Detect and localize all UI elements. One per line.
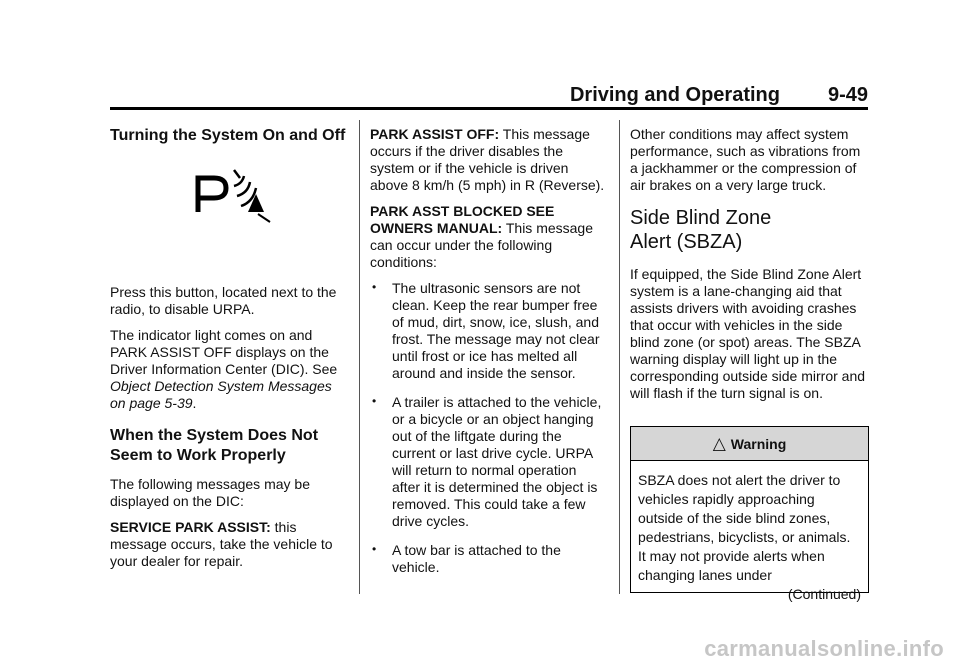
paragraph-park-assist-off — [370, 126, 608, 194]
list-item-text: A tow bar is attached to the vehicle. — [392, 542, 561, 575]
paragraph-press-button: Press this button, located next to the radio, to disable URPA. — [110, 284, 337, 317]
cross-reference-link[interactable]: Object Detection System Messages on page 5-39 — [110, 378, 332, 411]
heading-not-working: When the System Does Not Seem to Work Properly — [110, 427, 319, 464]
paragraph-sbza-description: If equipped, the Side Blind Zone Alert system is a lane-changing aid that assists drivers with avoiding crashes that occur with vehicles in the side blind zone (or spot) areas. The SBZA warning display will light up in the corresponding outside side mirror and will flash if the turn signal is on. — [630, 266, 866, 401]
page-number: 9-49 — [827, 84, 868, 106]
paragraph-following-messages: The following messages may be displayed on the DIC: — [110, 476, 310, 509]
column-1 — [110, 126, 348, 570]
see-text: See — [312, 361, 338, 377]
warning-icon: △ — [712, 434, 726, 453]
list-item-text: A trailer is attached to the vehicle, or a bicycle or an object hanging out of the liftgate during the current or last drive cycle. URPA will return to normal operation after it is determined the object is removed. This could take a few drive cycles. — [392, 394, 602, 529]
bullet-icon: • — [372, 394, 377, 408]
warning-body — [631, 461, 868, 604]
list-item — [370, 280, 608, 382]
warning-box — [630, 426, 869, 602]
list-item — [370, 542, 608, 576]
continued-label: (Continued) — [787, 586, 861, 602]
bullet-icon: • — [372, 542, 377, 556]
message-label: SERVICE PARK ASSIST: — [110, 519, 271, 535]
indicator-text: The indicator light comes on and PARK ASSIST OFF displays on the Driver Information Center (DIC). — [110, 327, 329, 377]
message-text: this message occurs, take the vehicle to your dealer for repair. — [110, 519, 333, 569]
section-title: Driving and Operating — [569, 84, 780, 106]
page-header — [110, 84, 868, 106]
list-item — [370, 394, 608, 530]
paragraph-park-asst-blocked — [370, 203, 608, 271]
watermark: carmanualsonline.info — [704, 636, 944, 661]
column-3 — [630, 126, 870, 402]
warning-header — [631, 427, 868, 461]
message-label: PARK ASSIST OFF: — [370, 126, 500, 142]
paragraph-service-park-assist — [110, 519, 348, 570]
list-item-text: The ultrasonic sensors are not clean. Keep the rear bumper free of mud, dirt, snow, ice, slush, and frost. The message may not clear until frost or ice has melted all around and inside the sensor. — [392, 280, 600, 381]
column-divider — [359, 120, 360, 594]
message-text: This message occurs if the driver disables the system or if the vehicle is driven above 8 km/h (5 mph) in R (Reverse). — [370, 126, 605, 193]
warning-text: SBZA does not alert the driver to vehicles rapidly approaching outside of the side blind zones, pedestrians, bicyclists, or animals. It may not provide alerts when changing lanes under — [638, 472, 851, 583]
conditions-list — [370, 280, 608, 576]
period: . — [192, 395, 197, 411]
park-assist-off-icon — [110, 146, 348, 242]
paragraph-indicator-light — [110, 327, 348, 412]
bullet-icon: • — [372, 280, 377, 294]
column-divider — [619, 120, 620, 594]
message-label: PARK ASST BLOCKED SEE OWNERS MANUAL: — [370, 203, 555, 236]
message-text: This message can occur under the following conditions: — [370, 220, 594, 270]
column-2 — [370, 126, 608, 576]
heading-turning-on-off: Turning the System On and Off — [110, 127, 346, 144]
header-rule — [110, 107, 868, 110]
warning-title: Warning — [730, 436, 787, 452]
paragraph-other-conditions: Other conditions may affect system performance, such as vibrations from a jackhammer or the compression of air brakes on a very large truck. — [630, 126, 861, 193]
heading-sbza: Side Blind Zone Alert (SBZA) — [630, 207, 772, 253]
